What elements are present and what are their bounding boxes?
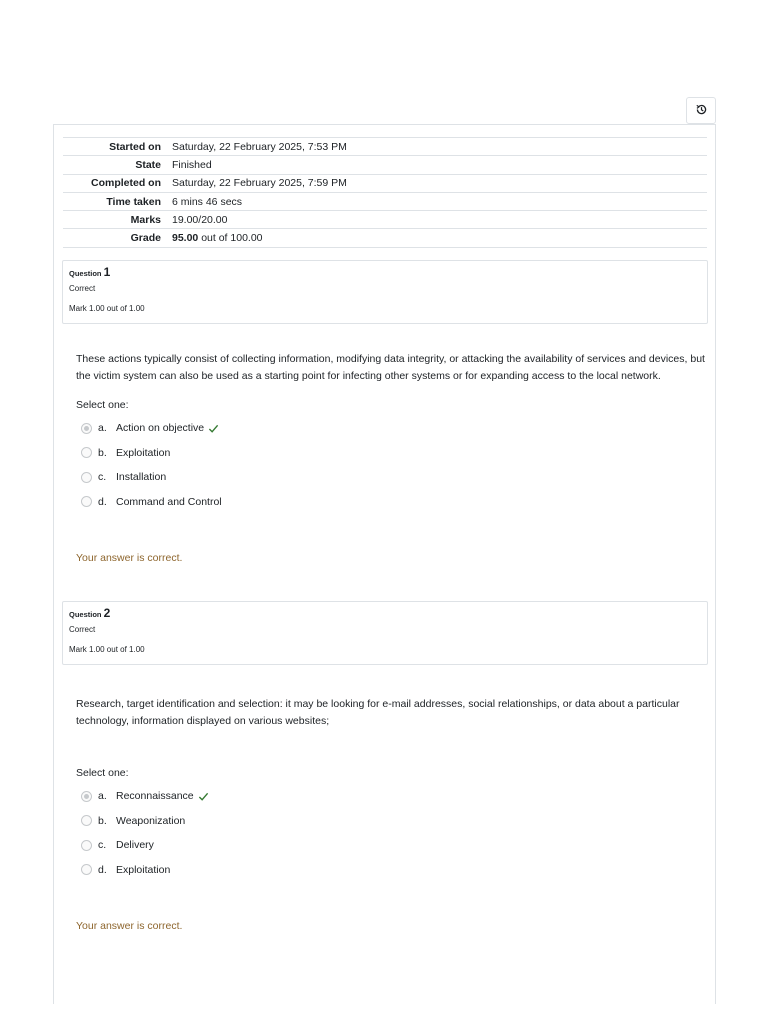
- summary-value: 6 mins 46 secs: [172, 192, 707, 210]
- radio-button[interactable]: [81, 423, 92, 434]
- summary-value: [172, 229, 707, 247]
- question-number-value: 1: [103, 265, 111, 279]
- summary-value: Finished: [172, 156, 707, 174]
- attempt-summary-table: [63, 137, 707, 248]
- history-icon: [695, 103, 708, 119]
- summary-label: Grade: [63, 229, 172, 247]
- grade-score: 95.00: [172, 232, 199, 245]
- answer-letter: c.: [98, 839, 107, 852]
- answer-label: Installation: [116, 471, 167, 484]
- question-grade: Mark 1.00 out of 1.00: [69, 645, 145, 654]
- answer-letter: d.: [98, 863, 107, 876]
- summary-value: Saturday, 22 February 2025, 7:53 PM: [172, 138, 707, 156]
- answer-option[interactable]: [81, 441, 222, 466]
- answer-feedback: Your answer is correct.: [76, 920, 183, 932]
- question-text: These actions typically consist of collecting information, modifying data integrity, or attacking the availability of services and devices, but the victim system can also be used as a starting point for infecting other systems or for expanding access to the local network.: [76, 353, 705, 382]
- radio-button[interactable]: [81, 815, 92, 826]
- answer-option[interactable]: [81, 465, 222, 490]
- summary-label: State: [63, 156, 172, 174]
- answer-letter: b.: [98, 446, 107, 459]
- radio-button[interactable]: [81, 791, 92, 802]
- summary-label: Started on: [63, 138, 172, 156]
- answer-label: Weaponization: [116, 814, 186, 827]
- select-one-prompt: Select one:: [76, 399, 129, 411]
- question-state: Correct: [69, 284, 96, 293]
- summary-row-grade: [63, 229, 707, 247]
- radio-button[interactable]: [81, 496, 92, 507]
- answer-letter: d.: [98, 495, 107, 508]
- question-state: Correct: [69, 625, 96, 634]
- check-icon: [208, 423, 219, 434]
- history-button[interactable]: [686, 97, 716, 124]
- answer-letter: b.: [98, 814, 107, 827]
- answer-option[interactable]: [81, 858, 209, 883]
- question-number-value: 2: [103, 606, 111, 620]
- summary-row-started: [63, 138, 707, 156]
- answer-label: Exploitation: [116, 863, 171, 876]
- answer-label: Action on objective: [116, 422, 205, 435]
- answer-feedback: Your answer is correct.: [76, 552, 183, 564]
- quiz-review-region: [53, 124, 716, 1004]
- summary-row-marks: [63, 211, 707, 229]
- select-one-prompt: Select one:: [76, 767, 129, 779]
- answer-options: [81, 784, 209, 882]
- answer-option[interactable]: [81, 833, 209, 858]
- answer-label: Command and Control: [116, 495, 222, 508]
- summary-row-state: [63, 156, 707, 174]
- question-text: Research, target identification and selection: it may be looking for e-mail addresses, social relationships, or data about a particular technology, information displayed on various websites;: [76, 698, 680, 727]
- summary-label: Time taken: [63, 192, 172, 210]
- summary-row-completed: [63, 174, 707, 192]
- question-prefix: Question: [69, 610, 102, 619]
- answer-option[interactable]: [81, 490, 222, 515]
- answer-letter: c.: [98, 471, 107, 484]
- answer-option[interactable]: [81, 809, 209, 834]
- radio-button[interactable]: [81, 864, 92, 875]
- question-info-box: [62, 601, 708, 665]
- answer-label: Reconnaissance: [116, 790, 194, 803]
- summary-row-time-taken: [63, 192, 707, 210]
- answer-option[interactable]: [81, 416, 222, 441]
- check-icon: [198, 791, 209, 802]
- answer-option[interactable]: [81, 784, 209, 809]
- question-info-box: [62, 260, 708, 324]
- answer-letter: a.: [98, 422, 107, 435]
- summary-value: Saturday, 22 February 2025, 7:59 PM: [172, 174, 707, 192]
- question-number: [69, 265, 701, 279]
- radio-button[interactable]: [81, 447, 92, 458]
- question-grade: Mark 1.00 out of 1.00: [69, 304, 145, 313]
- radio-button[interactable]: [81, 472, 92, 483]
- answer-label: Delivery: [116, 839, 154, 852]
- answer-options: [81, 416, 222, 514]
- summary-value: 19.00/20.00: [172, 211, 707, 229]
- radio-button[interactable]: [81, 840, 92, 851]
- summary-label: Marks: [63, 211, 172, 229]
- grade-out-of: out of 100.00: [198, 232, 263, 245]
- answer-label: Exploitation: [116, 446, 171, 459]
- answer-letter: a.: [98, 790, 107, 803]
- question-prefix: Question: [69, 269, 102, 278]
- summary-label: Completed on: [63, 174, 172, 192]
- question-number: [69, 606, 701, 620]
